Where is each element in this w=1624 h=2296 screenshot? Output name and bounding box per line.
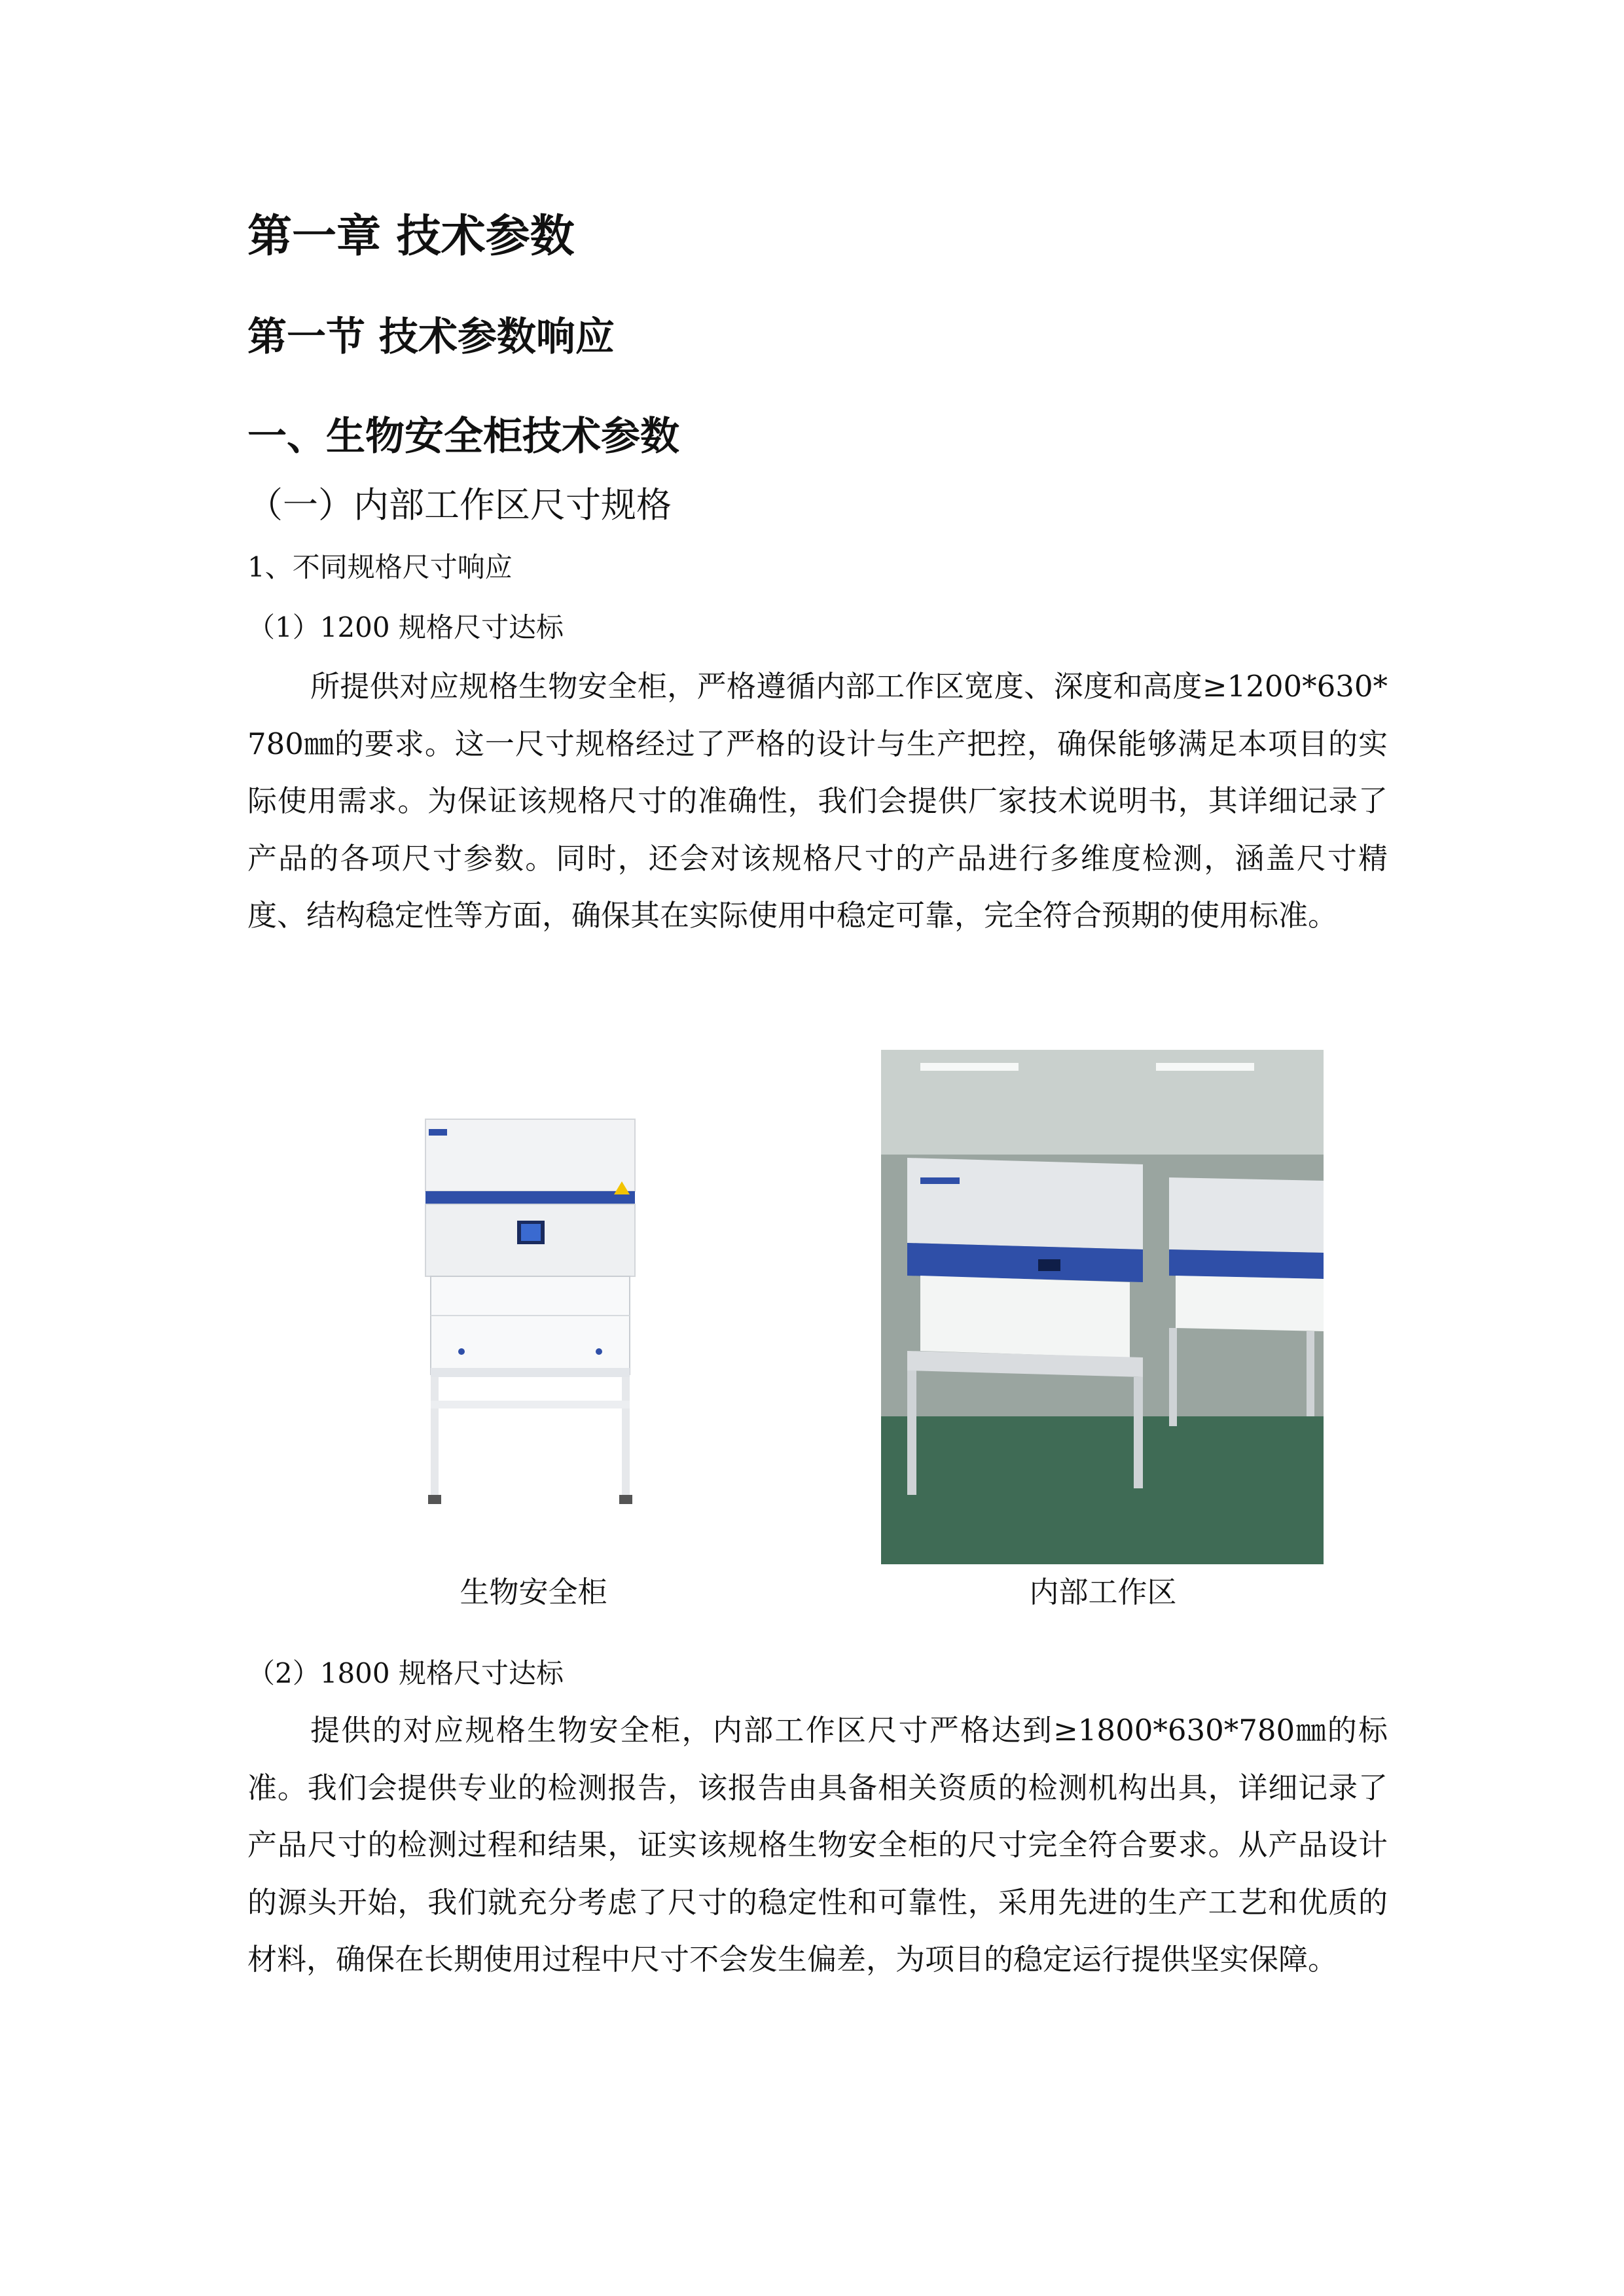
biobase-logo: [920, 1177, 960, 1184]
figure-work-area-photo: [881, 1050, 1324, 1564]
paragraph-1200: 所提供对应规格生物安全柜，严格遵循内部工作区宽度、深度和高度≥1200*630*780㎜的要求。这一尺寸规格经过了严格的设计与生产把控，确保能够满足本项目的实际使用需求。为保证该规格尺寸的准确性，我们会提供厂家技术说明书，其详细记录了产品的各项尺寸参数。同时，还会对该规格尺寸的产品进行多维度检测，涵盖尺寸精度、结构稳定性等方面，确保其在实际使用中稳定可靠，完全符合预期的使用标准。: [247, 669, 1388, 933]
part-heading: 一、生物安全柜技术参数: [247, 414, 679, 459]
paragraph-1800: 提供的对应规格生物安全柜，内部工作区尺寸严格达到≥1800*630*780㎜的标准。我们会提供专业的检测报告，该报告由具备相关资质的检测机构出具，详细记录了产品尺寸的检测过程和结果，证实该规格生物安全柜的尺寸完全符合要求。从产品设计的源头开始，我们就充分考虑了尺寸的稳定性和可靠性，采用先进的生产工艺和优质的材料，确保在长期使用过程中尺寸不会发生偏差，为项目的稳定运行提供坚实保障。: [247, 1713, 1388, 1977]
sub-heading-1800: （2）1800 规格尺寸达标: [247, 1657, 564, 1689]
chapter-title: 第一章 技术参数: [247, 211, 575, 262]
cabinet-render-image: [367, 1047, 753, 1532]
caption-work-area: 内部工作区: [1029, 1575, 1177, 1609]
lab-photo-image: [881, 1050, 1324, 1564]
item-heading: 1、不同规格尺寸响应: [247, 551, 513, 583]
caption-cabinet: 生物安全柜: [460, 1575, 607, 1609]
subpart-heading: （一）内部工作区尺寸规格: [247, 484, 672, 526]
sub-heading-1200: （1）1200 规格尺寸达标: [247, 611, 564, 643]
section-title: 第一节 技术参数响应: [247, 314, 615, 360]
figure-cabinet-render: [367, 1047, 753, 1532]
